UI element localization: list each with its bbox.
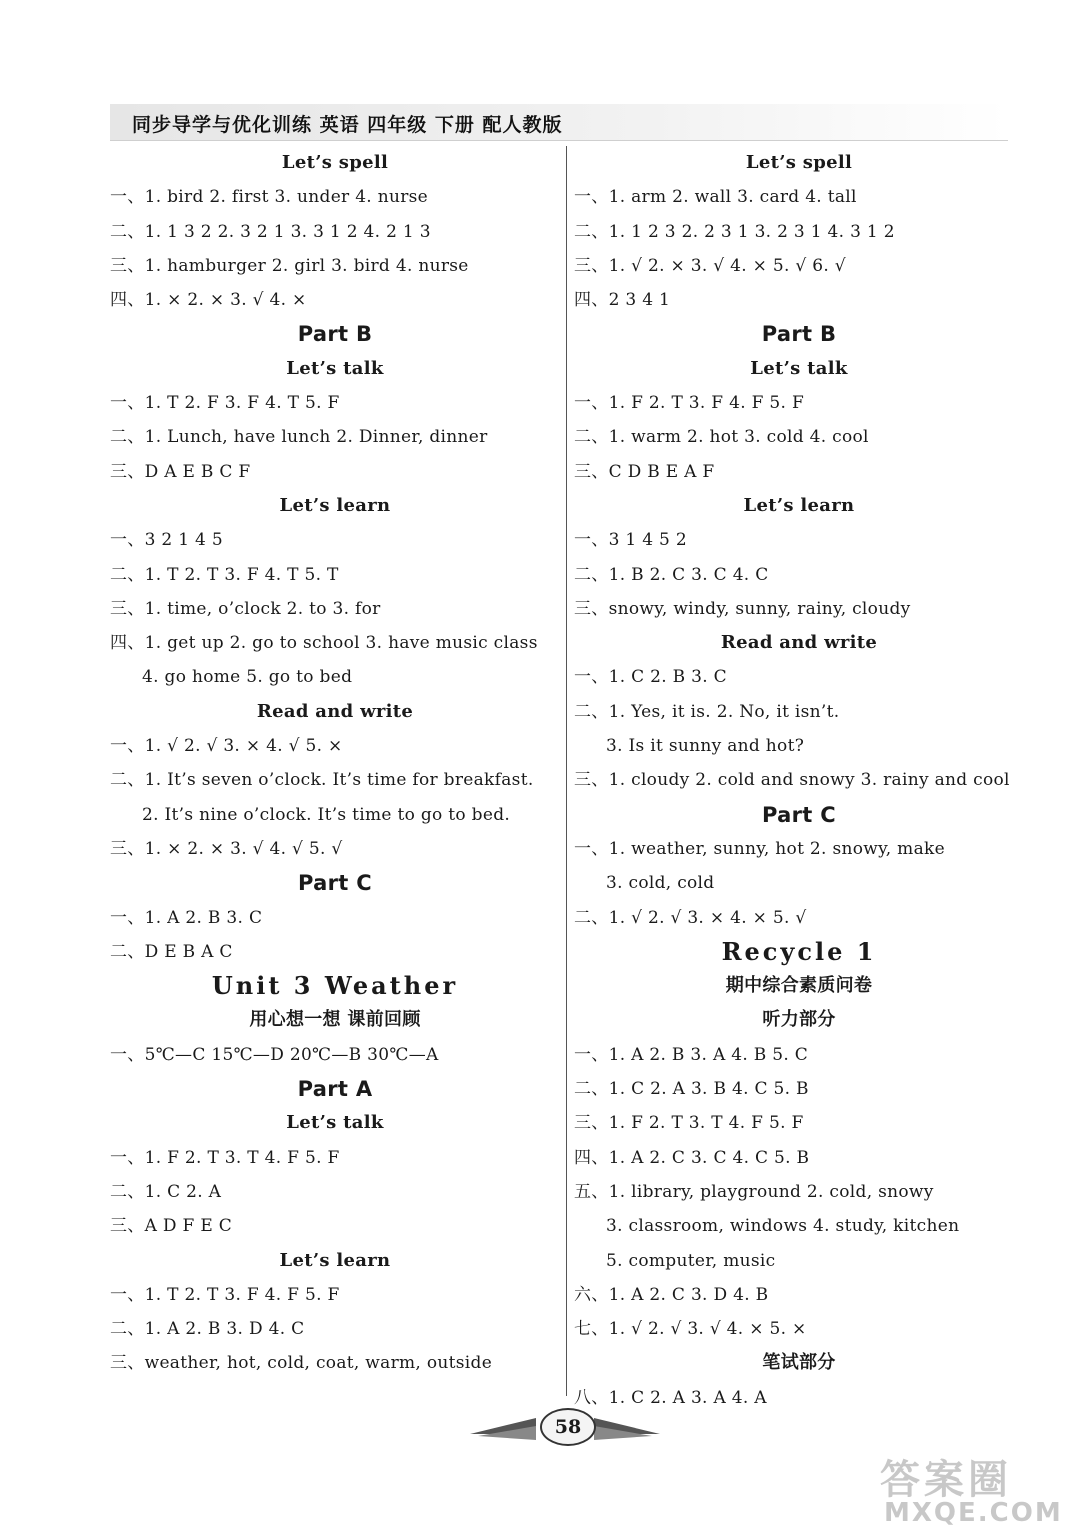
page-footer	[470, 1404, 660, 1446]
section-heading: Let’s spell	[281, 152, 389, 173]
chinese-heading: 笔试部分	[762, 1352, 836, 1374]
left-column	[110, 146, 560, 1381]
answer-line: 三、1. cloudy 2. cold and snowy 3. rainy and cool	[574, 770, 1010, 791]
part-heading: Part B	[761, 322, 837, 347]
answer-line: 一、3 1 4 5 2	[574, 530, 687, 551]
book-header	[110, 104, 1008, 141]
section-heading: Let’s spell	[745, 152, 853, 173]
answer-line: 一、1. bird 2. first 3. under 4. nurse	[110, 187, 429, 208]
watermark-text: 答案圈	[880, 1457, 1012, 1503]
watermark-logo	[880, 1448, 1063, 1532]
watermark-url: MXQE.COM	[884, 1498, 1063, 1528]
answer-line: 三、snowy, windy, sunny, rainy, cloudy	[574, 598, 911, 619]
book-title: 同步导学与优化训练 英语 四年级 下册 配人教版	[132, 114, 563, 136]
answer-line: 二、1. warm 2. hot 3. cold 4. cool	[574, 427, 869, 448]
answer-line: 三、1. F 2. T 3. T 4. F 5. F	[574, 1113, 804, 1134]
part-heading: Part A	[297, 1077, 373, 1102]
answer-line-continued: 4. go home 5. go to bed	[142, 667, 353, 688]
answer-line: 三、1. × 2. × 3. √ 4. √ 5. √	[110, 838, 343, 859]
answer-line: 一、1. T 2. T 3. F 4. F 5. F	[110, 1284, 340, 1305]
part-heading: Part C	[298, 871, 372, 896]
section-heading: Let’s talk	[286, 1112, 384, 1134]
answer-line: 二、1. B 2. C 3. C 4. C	[574, 564, 769, 585]
answer-line: 一、1. T 2. F 3. F 4. T 5. F	[110, 393, 340, 414]
answer-line: 一、1. A 2. B 3. A 4. B 5. C	[574, 1044, 809, 1065]
answer-line: 三、C D B E A F	[574, 461, 715, 482]
answer-line: 一、1. √ 2. √ 3. × 4. √ 5. ×	[110, 736, 343, 757]
answer-line: 三、weather, hot, cold, coat, warm, outside	[110, 1353, 493, 1374]
section-heading: Let’s talk	[750, 357, 848, 379]
answer-line: 一、1. arm 2. wall 3. card 4. tall	[574, 187, 857, 208]
answer-line: 六、1. A 2. C 3. D 4. B	[574, 1284, 769, 1305]
answer-line: 二、1. C 2. A	[110, 1181, 222, 1202]
answer-line: 三、1. √ 2. × 3. √ 4. × 5. √ 6. √	[574, 255, 846, 276]
answer-line-continued: 3. classroom, windows 4. study, kitchen	[606, 1216, 960, 1237]
answer-line: 二、1. Lunch, have lunch 2. Dinner, dinner	[110, 427, 488, 448]
answer-line: 二、1. Yes, it is. 2. No, it isn’t.	[574, 701, 840, 722]
answer-line: 八、1. C 2. A 3. A 4. A	[574, 1387, 767, 1408]
answer-line: 四、1. get up 2. go to school 3. have music class	[110, 633, 538, 654]
answer-line: 一、1. F 2. T 3. T 4. F 5. F	[110, 1147, 340, 1168]
right-column	[574, 146, 1024, 1415]
answer-line: 四、1. A 2. C 3. C 4. C 5. B	[574, 1147, 810, 1168]
answer-line: 二、1. T 2. T 3. F 4. T 5. T	[110, 564, 339, 585]
answer-line: 七、1. √ 2. √ 3. √ 4. × 5. ×	[574, 1319, 807, 1340]
unit-title: Recycle 1	[721, 936, 877, 966]
answer-line: 四、2 3 4 1	[574, 290, 671, 311]
answer-line-continued: 5. computer, music	[606, 1250, 776, 1271]
part-heading: Part C	[762, 802, 836, 827]
answer-line: 一、1. A 2. B 3. C	[110, 907, 263, 928]
chinese-heading: 期中综合素质问卷	[725, 975, 873, 997]
section-heading: Read and write	[720, 632, 878, 654]
section-heading: Let’s learn	[743, 494, 855, 516]
answer-line: 一、1. C 2. B 3. C	[574, 667, 727, 688]
answer-line: 三、A D F E C	[110, 1216, 233, 1237]
answer-line: 二、1. C 2. A 3. B 4. C 5. B	[574, 1079, 809, 1100]
answer-line: 一、3 2 1 4 5	[110, 530, 223, 551]
answer-line: 一、1. weather, sunny, hot 2. snowy, make	[574, 838, 945, 859]
column-divider	[566, 146, 567, 1396]
answer-line: 三、1. time, o’clock 2. to 3. for	[110, 598, 381, 619]
answer-line: 三、D A E B C F	[110, 461, 251, 482]
answer-line-continued: 2. It’s nine o’clock. It’s time to go to bed.	[142, 804, 511, 825]
section-heading: Let’s learn	[279, 1249, 391, 1271]
answer-line: 一、1. F 2. T 3. F 4. F 5. F	[574, 393, 805, 414]
unit-title: Unit 3 Weather	[211, 971, 459, 1001]
section-heading: Let’s talk	[286, 357, 384, 379]
answer-line: 二、1. 1 3 2 2. 3 2 1 3. 3 1 2 4. 2 1 3	[110, 221, 431, 242]
answer-line-continued: 3. Is it sunny and hot?	[606, 736, 805, 757]
part-heading: Part B	[297, 322, 373, 347]
answer-line: 一、5℃—C 15℃—D 20℃—B 30℃—A	[110, 1044, 439, 1065]
chinese-heading: 听力部分	[762, 1009, 836, 1031]
chinese-heading: 用心想一想 课前回顾	[249, 1009, 421, 1031]
page-number: 58	[540, 1408, 596, 1446]
answer-line-continued: 3. cold, cold	[606, 873, 715, 894]
answer-line: 二、1. 1 2 3 2. 2 3 1 3. 2 3 1 4. 3 1 2	[574, 221, 895, 242]
answer-line: 五、1. library, playground 2. cold, snowy	[574, 1181, 934, 1202]
answer-line: 三、1. hamburger 2. girl 3. bird 4. nurse	[110, 255, 469, 276]
answer-line: 二、1. √ 2. √ 3. × 4. × 5. √	[574, 907, 807, 928]
answer-line: 二、D E B A C	[110, 941, 233, 962]
section-heading: Read and write	[256, 700, 414, 722]
answer-line: 二、1. A 2. B 3. D 4. C	[110, 1319, 305, 1340]
answer-line: 二、1. It’s seven o’clock. It’s time for breakfast.	[110, 770, 534, 791]
section-heading: Let’s learn	[279, 494, 391, 516]
answer-line: 四、1. × 2. × 3. √ 4. ×	[110, 290, 307, 311]
